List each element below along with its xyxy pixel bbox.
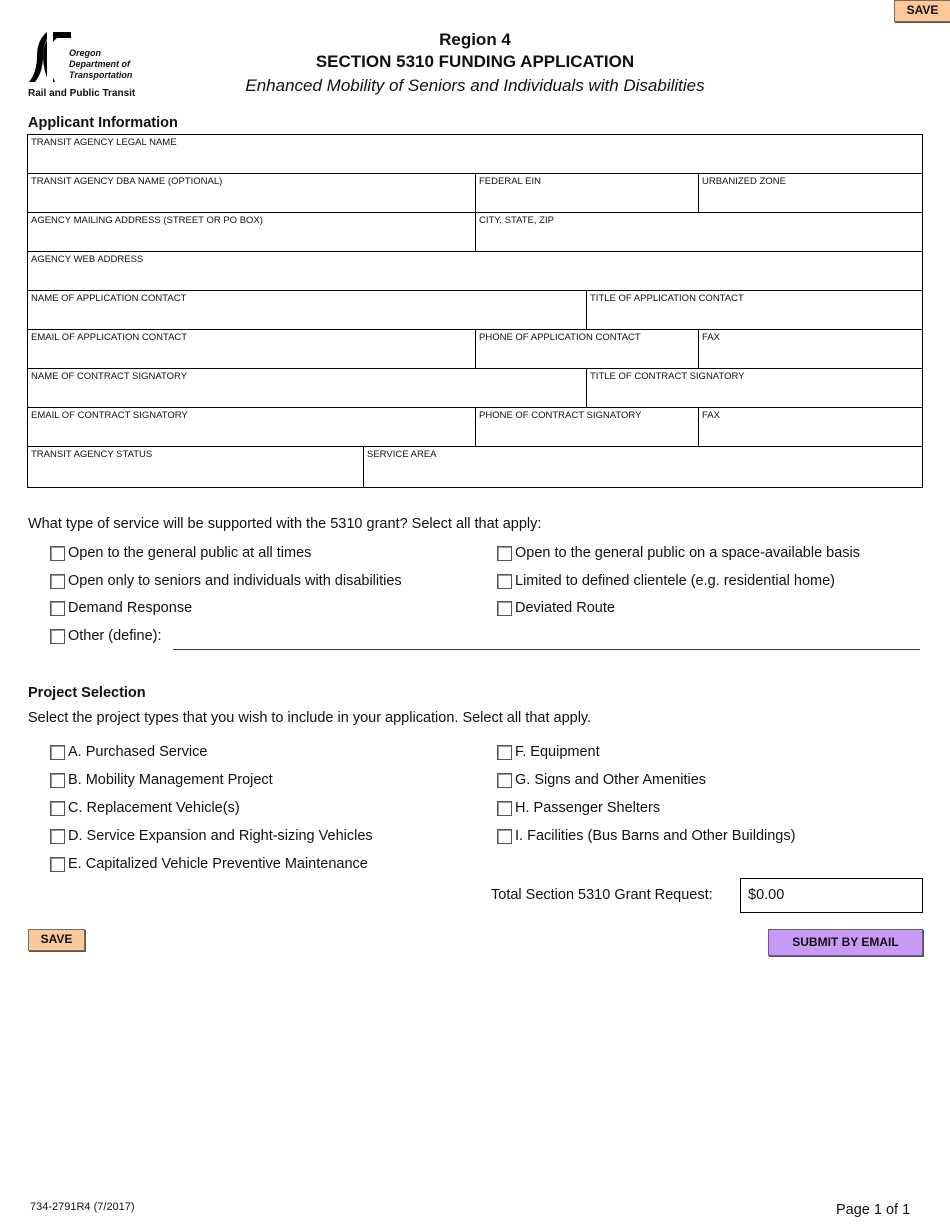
applicant-info-heading: Applicant Information <box>28 115 178 131</box>
checkbox[interactable] <box>50 601 65 616</box>
project-option-i[interactable]: I. Facilities (Bus Barns and Other Buildings) <box>497 828 795 844</box>
service-area-field[interactable]: SERVICE AREA <box>367 449 437 460</box>
project-option-g[interactable]: G. Signs and Other Amenities <box>497 772 706 788</box>
agency-status-field[interactable]: TRANSIT AGENCY STATUS <box>28 447 364 487</box>
contact-phone-field[interactable]: PHONE OF APPLICATION CONTACT <box>476 330 699 368</box>
service-type-question: What type of service will be supported with the 5310 grant? Select all that apply: <box>28 516 542 532</box>
legal-name-field[interactable]: TRANSIT AGENCY LEGAL NAME <box>31 137 177 148</box>
urbanized-zone-field[interactable]: URBANIZED ZONE <box>702 176 786 187</box>
submit-by-email-button[interactable]: SUBMIT BY EMAIL <box>768 929 923 956</box>
project-selection-heading: Project Selection <box>28 685 146 701</box>
checkbox[interactable] <box>50 829 65 844</box>
checkbox[interactable] <box>50 745 65 760</box>
checkbox[interactable] <box>497 574 512 589</box>
contact-title-field[interactable]: TITLE OF APPLICATION CONTACT <box>590 293 744 304</box>
web-address-field[interactable]: AGENCY WEB ADDRESS <box>31 254 144 265</box>
service-option-defined-clientele[interactable]: Limited to defined clientele (e.g. residential home) <box>497 573 835 589</box>
page-title: SECTION 5310 FUNDING APPLICATION <box>315 52 635 71</box>
service-option-deviated-route[interactable]: Deviated Route <box>497 600 615 616</box>
service-option-space-available[interactable]: Open to the general public on a space-available basis <box>497 545 860 561</box>
contact-fax-field[interactable]: FAX <box>702 332 720 343</box>
signatory-phone-field[interactable]: PHONE OF CONTRACT SIGNATORY <box>476 408 699 446</box>
project-option-e[interactable]: E. Capitalized Vehicle Preventive Maintenance <box>50 856 368 872</box>
signatory-title-field[interactable]: TITLE OF CONTRACT SIGNATORY <box>590 371 745 382</box>
checkbox[interactable] <box>497 601 512 616</box>
top-save-button[interactable]: SAVE <box>894 0 950 22</box>
odot-logo-mark-icon <box>27 26 72 86</box>
checkbox[interactable] <box>50 773 65 788</box>
checkbox[interactable] <box>497 801 512 816</box>
logo-caption: Rail and Public Transit <box>28 88 136 99</box>
odot-logo <box>27 26 147 101</box>
project-option-f[interactable]: F. Equipment <box>497 744 600 760</box>
logo-text: Oregon Department of Transportation <box>69 48 133 80</box>
signatory-email-field[interactable]: EMAIL OF CONTRACT SIGNATORY <box>28 408 476 446</box>
service-option-other[interactable]: Other (define): <box>50 628 162 644</box>
checkbox[interactable] <box>50 574 65 589</box>
checkbox[interactable] <box>497 546 512 561</box>
checkbox[interactable] <box>497 829 512 844</box>
project-option-a[interactable]: A. Purchased Service <box>50 744 207 760</box>
dba-name-field[interactable]: TRANSIT AGENCY DBA NAME (OPTIONAL) <box>28 174 476 212</box>
checkbox[interactable] <box>50 629 65 644</box>
federal-ein-field[interactable]: FEDERAL EIN <box>476 174 699 212</box>
total-request-label: Total Section 5310 Grant Request: <box>491 887 713 903</box>
other-define-input[interactable] <box>173 649 920 650</box>
total-request-value[interactable]: $0.00 <box>740 878 923 913</box>
city-state-zip-field[interactable]: CITY, STATE, ZIP <box>479 215 554 226</box>
page-subtitle: Enhanced Mobility of Seniors and Individuals with Disabilities <box>245 76 705 95</box>
applicant-form-table <box>27 134 923 488</box>
mailing-address-field[interactable]: AGENCY MAILING ADDRESS (STREET OR PO BOX) <box>28 213 476 251</box>
checkbox[interactable] <box>50 857 65 872</box>
page-number: Page 1 of 1 <box>836 1202 911 1218</box>
form-number: 734-2791R4 (7/2017) <box>30 1201 135 1213</box>
checkbox[interactable] <box>50 801 65 816</box>
service-option-seniors-disabilities[interactable]: Open only to seniors and individuals with disabilities <box>50 573 402 589</box>
signatory-name-field[interactable]: NAME OF CONTRACT SIGNATORY <box>28 369 587 407</box>
project-instruction: Select the project types that you wish to include in your application. Select all that apply. <box>28 710 592 726</box>
contact-name-field[interactable]: NAME OF APPLICATION CONTACT <box>28 291 587 329</box>
service-option-general-public[interactable]: Open to the general public at all times <box>50 545 311 561</box>
region-heading: Region 4 <box>439 30 511 49</box>
checkbox[interactable] <box>497 745 512 760</box>
project-option-b[interactable]: B. Mobility Management Project <box>50 772 273 788</box>
checkbox[interactable] <box>50 546 65 561</box>
signatory-fax-field[interactable]: FAX <box>702 410 720 421</box>
bottom-save-button[interactable]: SAVE <box>28 929 85 951</box>
project-option-c[interactable]: C. Replacement Vehicle(s) <box>50 800 240 816</box>
service-option-demand-response[interactable]: Demand Response <box>50 600 192 616</box>
checkbox[interactable] <box>497 773 512 788</box>
contact-email-field[interactable]: EMAIL OF APPLICATION CONTACT <box>28 330 476 368</box>
project-option-d[interactable]: D. Service Expansion and Right-sizing Vehicles <box>50 828 373 844</box>
project-option-h[interactable]: H. Passenger Shelters <box>497 800 660 816</box>
